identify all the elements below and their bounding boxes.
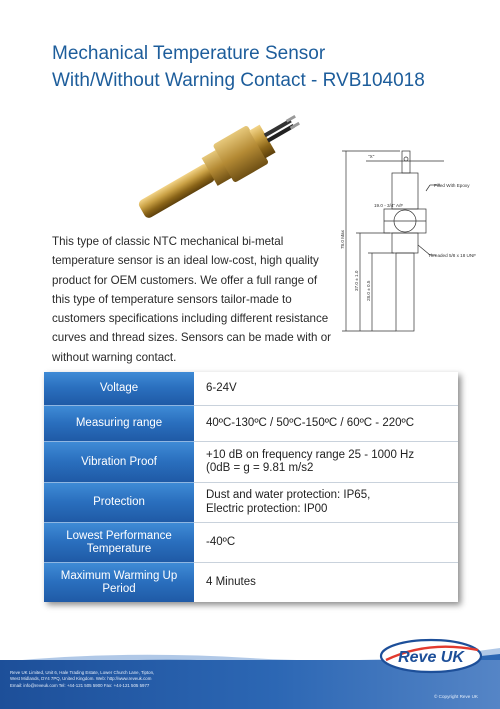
dim-x-label: "X" [368,154,375,159]
spec-value: 6-24V [194,372,458,406]
thread-label: Threaded 5/8 x 18 UNF [428,253,477,258]
dim-a-label: 37.0 ± 1.0 [354,270,359,291]
spec-label: Lowest Performance Temperature [44,523,194,563]
title-line-2: With/Without Warning Contact - RVB104018 [52,70,425,91]
spec-label: Vibration Proof [44,442,194,483]
spec-row-warming-up [44,563,458,602]
spec-label: Measuring range [44,406,194,442]
spec-label: Protection [44,483,194,523]
spec-value: 40ºC-130ºC / 50ºC-150ºC / 60ºC - 220ºC [194,406,458,442]
spec-row-measuring-range [44,406,458,442]
technical-drawing [330,145,500,355]
footer-line-1: Reve UK Limited, Unit 6, Hale Trading Estate, Lower Church Lane, Tipton, [10,670,155,675]
page-title [52,40,472,94]
spec-value: Dust and water protection: IP65, Electric protection: IP00 [194,483,458,523]
logo-text: Reve UK [398,649,464,666]
spec-label: Maximum Warming Up Period [44,563,194,602]
across-flats-label: 19.0 - 3/4" A/F [374,203,404,208]
reve-uk-logo [378,636,484,676]
copyright-notice: © Copyright Reve UK [434,694,478,699]
footer-line-2: West Midlands, DY4 7PQ, United Kingdom. Web: http://www.reveuk.com [10,676,152,682]
max-length-label: 78.0 Max [340,230,345,249]
company-address [10,670,310,689]
dim-b-label: 28.0 ± 0.5 [366,280,371,301]
specifications-table [44,372,458,602]
product-description: This type of classic NTC mechanical bi-metal temperature sensor is an ideal low-cost, high quality product for OEM customers. We offer a full range of this type of temperature sensors tailor-made to customers specifications including different resistance curves and thread sizes. Sensors can be made with or without warning contact. [52,235,332,364]
spec-row-lowest-temperature [44,523,458,563]
footer-line-3: Email: info@reveuk.com Tel: +44-121 505 5900 Fax: +44-121 505 5977 [10,682,150,688]
spec-row-vibration-proof [44,442,458,483]
spec-value: -40ºC [194,523,458,563]
spec-value: 4 Minutes [206,575,256,588]
spec-row-protection [44,483,458,523]
spec-label: Voltage [44,372,194,406]
spec-row-voltage [44,372,458,406]
title-line-1: Mechanical Temperature Sensor [52,43,326,64]
sensor-product-photo [120,106,320,226]
epoxy-label: Filled With Epoxy [434,183,470,188]
spec-value: +10 dB on frequency range 25 - 1000 Hz (0dB = g = 9.81 m/s2 [194,442,458,483]
